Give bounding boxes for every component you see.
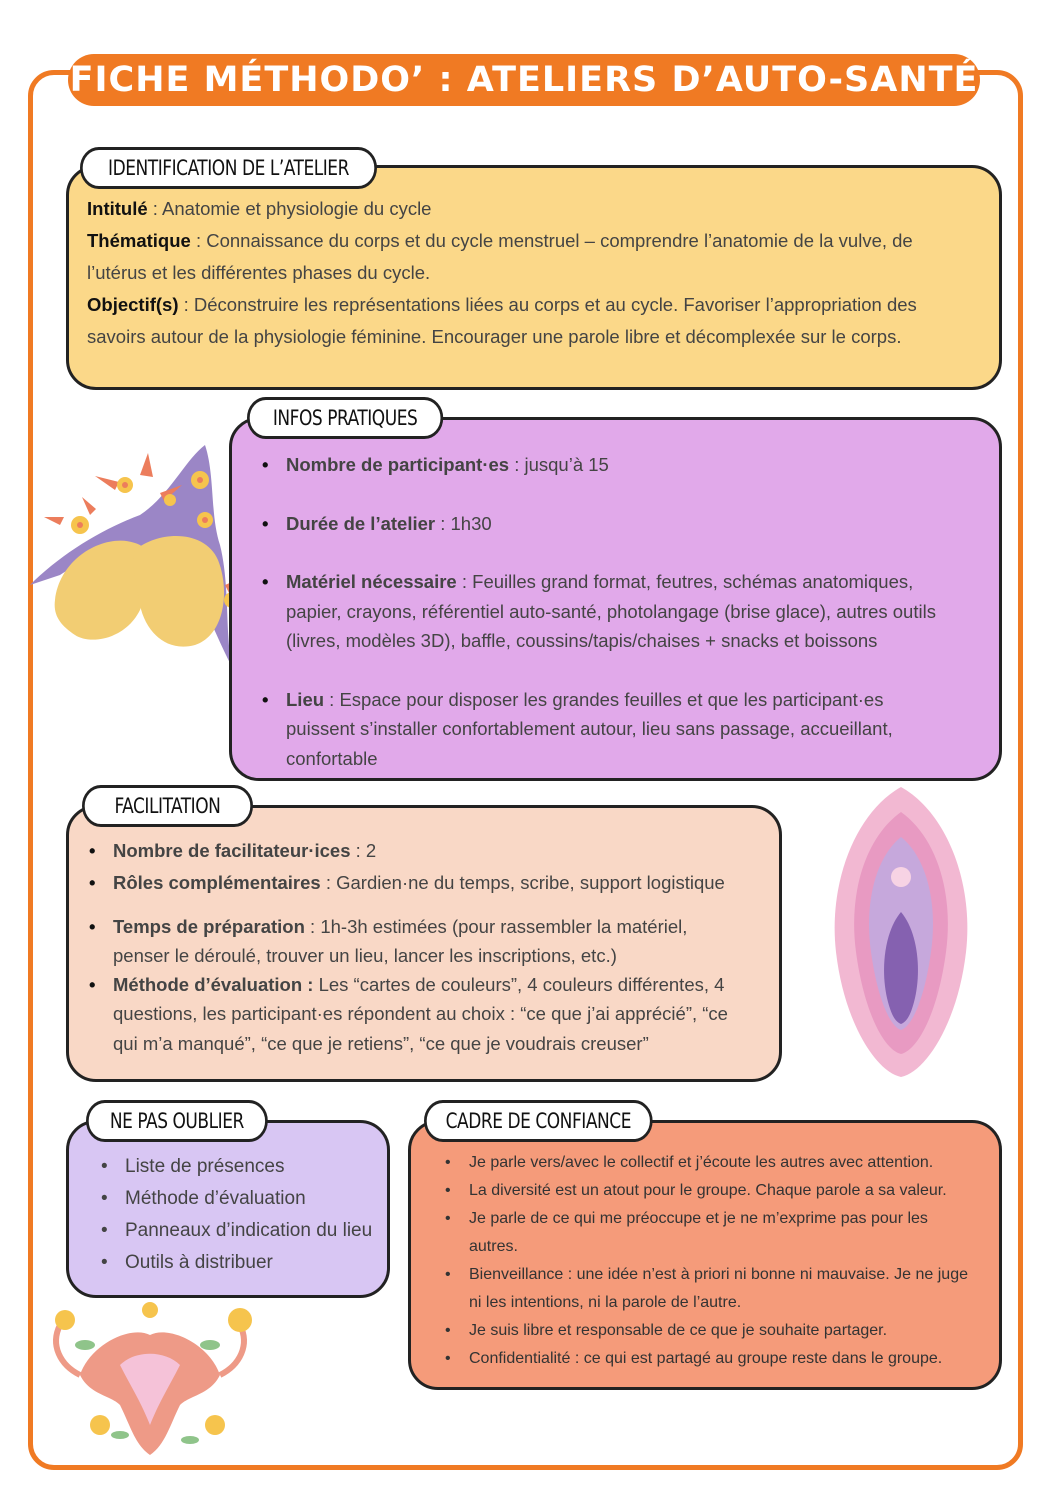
list-item xyxy=(262,509,939,539)
objectifs-line xyxy=(87,289,949,353)
item-value: : 1h30 xyxy=(435,512,492,534)
ne-pas-oublier-card xyxy=(66,1120,390,1298)
infos-tag: INFOS PRATIQUES xyxy=(247,397,443,439)
item-label: Matériel nécessaire xyxy=(286,571,457,592)
list-item: • Bienveillance : une idée n’est à priori ni bonne ni mauvaise. Je ne juge ni les intentions, ni la parole de l’autre. xyxy=(441,1261,981,1317)
item-label: Nombre de facilitateur·ices xyxy=(113,840,351,861)
intitule-label: Intitulé xyxy=(87,198,148,219)
ne-pas-oublier-tag: NE PAS OUBLIER xyxy=(86,1100,268,1142)
list-item: • Confidentialité : ce qui est partagé au groupe reste dans le groupe. xyxy=(441,1345,981,1373)
uterus-flowers-illustration xyxy=(40,1285,260,1465)
list-item: • Outils à distribuer xyxy=(101,1247,372,1279)
item-label: Durée de l’atelier xyxy=(286,512,436,534)
intitule-value: : Anatomie et physiologie du cycle xyxy=(147,198,432,219)
ne-pas-oublier-list xyxy=(101,1151,372,1279)
list-item: • Je parle de ce qui me préoccupe et je ne m’exprime pas pour les autres. xyxy=(441,1205,981,1261)
thematique-value: : Connaissance du corps et du cycle menstruel – comprendre l’anatomie de la vulve, de l’utérus et les différentes phases du cycle. xyxy=(87,230,913,283)
thematique-label: Thématique xyxy=(87,230,191,251)
list-item xyxy=(89,912,749,971)
list-item xyxy=(262,567,939,656)
breasts-flowers-illustration xyxy=(20,435,250,675)
list-item xyxy=(262,450,939,480)
cadre-list xyxy=(441,1149,981,1373)
vulva-illustration xyxy=(826,782,976,1082)
infos-list xyxy=(262,450,939,773)
cadre-card xyxy=(408,1120,1002,1390)
item-value: Les “cartes de couleurs”, 4 couleurs différentes, 4 questions, les participant·es répondent au choix : “ce que j’ai apprécié”, “ce qui m’a manqué”, “ce que je retiens”, “ce que je voudrais creuser” xyxy=(113,974,728,1054)
item-label: Temps de préparation xyxy=(113,915,305,937)
list-item: • Panneaux d’indication du lieu xyxy=(101,1215,372,1247)
item-label: Rôles complémentaires xyxy=(113,872,321,894)
list-item: • La diversité est un atout pour le groupe. Chaque parole a sa valeur. xyxy=(441,1177,981,1205)
item-label: Nombre de participant·es xyxy=(286,454,510,475)
list-item xyxy=(89,868,749,897)
item-value: : 2 xyxy=(350,840,377,861)
infos-card xyxy=(229,417,1002,781)
list-item xyxy=(262,685,939,774)
facilitation-tag: FACILITATION xyxy=(82,785,253,827)
thematique-line xyxy=(87,225,949,289)
objectifs-value: : Déconstruire les représentations liées au corps et au cycle. Favoriser l’appropriation des savoirs autour de la physiologie féminine. Encourager une parole libre et décomplexée sur le corps. xyxy=(87,294,917,347)
cadre-tag: CADRE DE CONFIANCE xyxy=(424,1100,653,1142)
identification-card xyxy=(66,165,1002,390)
item-value: : 1h-3h estimées (pour rassembler la matériel, penser le déroulé, trouver un lieu, lancer les inscriptions, etc.) xyxy=(113,915,688,966)
facilitation-card xyxy=(66,805,782,1082)
list-item xyxy=(89,836,749,865)
objectifs-label: Objectif(s) xyxy=(87,294,179,315)
identification-tag: IDENTIFICATION DE L’ATELIER xyxy=(80,147,377,189)
item-label: Méthode d’évaluation : xyxy=(113,974,314,996)
identification-body xyxy=(87,193,949,353)
item-value: : Espace pour disposer les grandes feuilles et que les participant·es puissent s’installer confortablement autour, lieu sans passage, accueillant, confortable xyxy=(286,688,893,769)
list-item: • Liste de présences xyxy=(101,1151,372,1183)
item-value: : Feuilles grand format, feutres, schémas anatomiques, papier, crayons, référentiel auto-santé, photolangage (brise glace), autres outils (livres, modèles 3D), baffle, coussins/tapis/chaises + snacks et boissons xyxy=(286,571,936,651)
list-item: • Méthode d’évaluation xyxy=(101,1183,372,1215)
intitule-line xyxy=(87,193,949,225)
page-title: FICHE MÉTHODO’ : ATELIERS D’AUTO-SANTÉ xyxy=(68,54,980,106)
list-item: • Je suis libre et responsable de ce que je souhaite partager. xyxy=(441,1317,981,1345)
item-label: Lieu xyxy=(286,688,325,710)
facilitation-list xyxy=(89,836,749,1058)
item-value: : Gardien·ne du temps, scribe, support logistique xyxy=(320,872,725,894)
item-value: : jusqu’à 15 xyxy=(509,454,609,475)
list-item xyxy=(89,970,749,1058)
list-item: • Je parle vers/avec le collectif et j’écoute les autres avec attention. xyxy=(441,1149,981,1177)
